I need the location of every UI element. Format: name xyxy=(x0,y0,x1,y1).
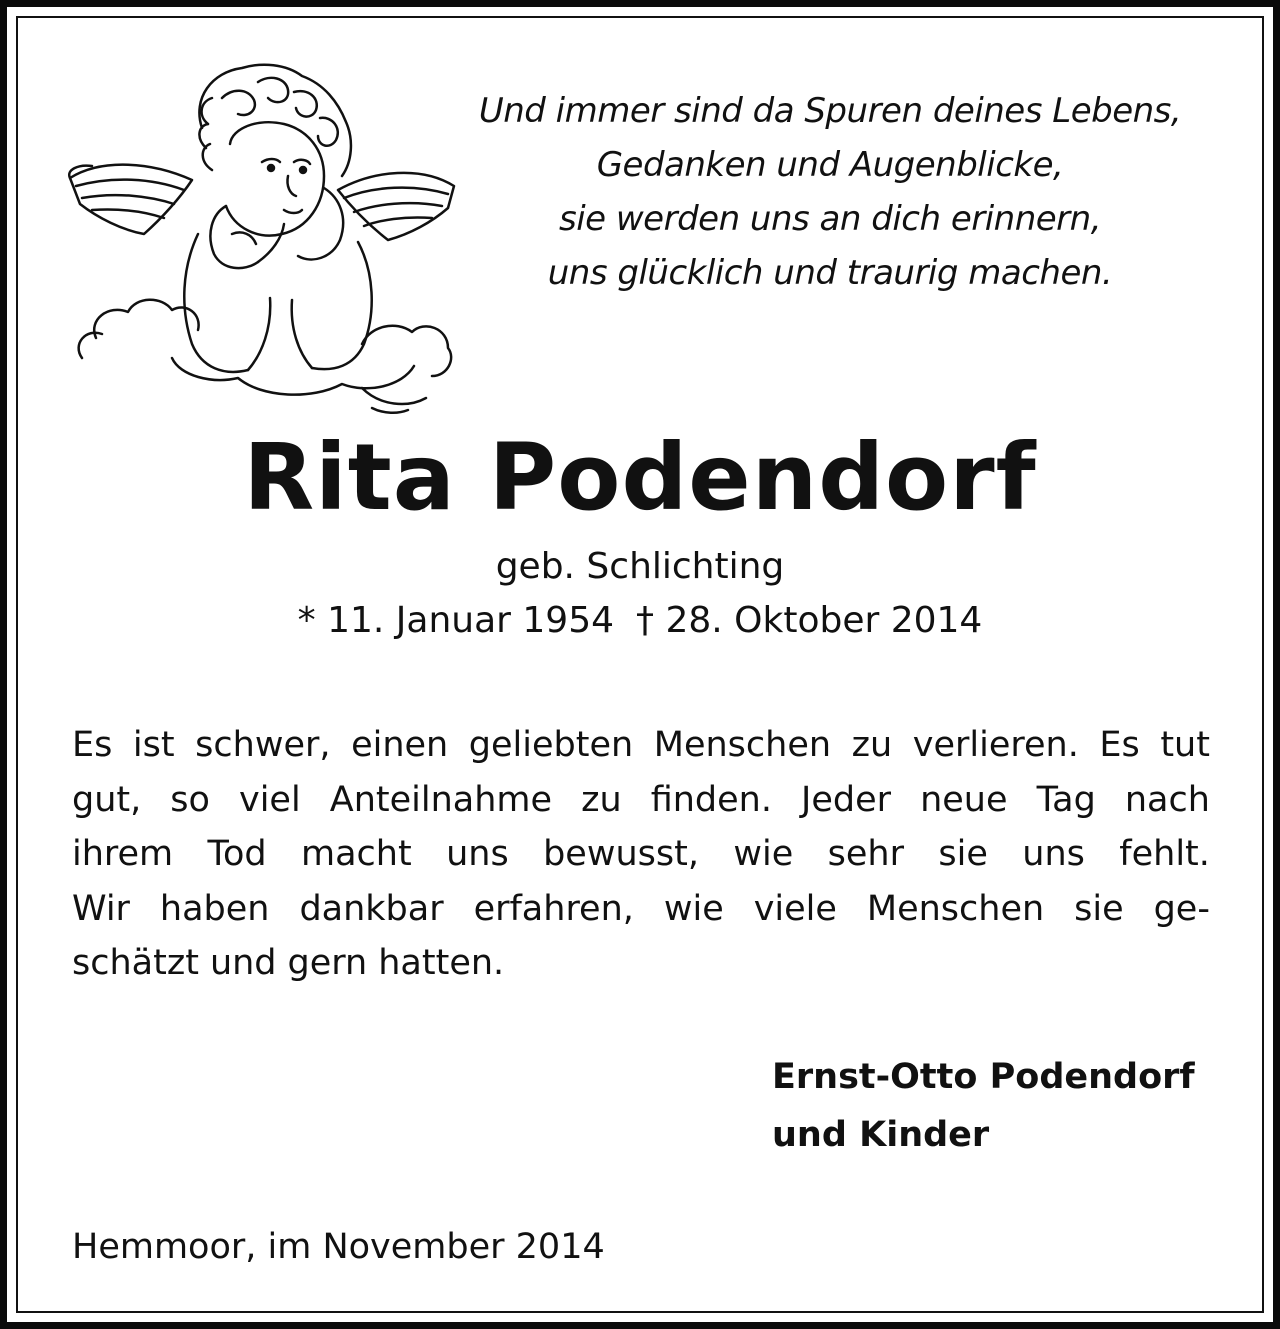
message-word: Menschen xyxy=(653,725,832,765)
message-word: dankbar xyxy=(299,888,444,929)
birth-name: geb. Schlichting xyxy=(495,546,785,587)
message-word: wie xyxy=(733,834,794,874)
message-word: haben xyxy=(159,888,270,929)
signature xyxy=(772,1048,1195,1164)
cherub-angel-icon xyxy=(62,58,462,418)
message-word: finden. xyxy=(650,779,772,820)
poem-line: uns glücklich und traurig machen. xyxy=(547,253,1113,293)
birth-date: * 11. Januar 1954 xyxy=(297,600,615,641)
message-word: nach xyxy=(1124,779,1210,820)
message-word: Wir xyxy=(72,888,130,929)
poem-line: sie werden uns an dich erinnern, xyxy=(558,199,1102,239)
message-word: zu xyxy=(581,779,622,820)
message-word: viele xyxy=(753,888,837,929)
message-word: schwer, xyxy=(195,725,331,765)
message-word: fehlt. xyxy=(1119,834,1210,874)
message-word: Tod xyxy=(207,834,267,874)
message-word: gern xyxy=(287,943,368,983)
message-word: viel xyxy=(239,779,301,820)
message-word: und xyxy=(209,943,277,983)
message-word: hatten. xyxy=(378,943,505,983)
message-word: so xyxy=(170,779,210,820)
poem-line: Und immer sind da Spuren deines Lebens, xyxy=(478,91,1182,131)
message-word: geliebten xyxy=(468,725,634,765)
memorial-poem xyxy=(440,84,1220,300)
message-line xyxy=(72,936,1210,991)
message-word: bewusst, xyxy=(543,834,699,874)
message-line xyxy=(72,827,1210,882)
message-word: gut, xyxy=(72,779,142,820)
message-word: erfahren, xyxy=(473,888,634,929)
message-word: uns xyxy=(446,834,509,874)
message-word: macht xyxy=(301,834,412,874)
message-word: uns xyxy=(1022,834,1085,874)
message-line xyxy=(72,773,1210,828)
message-word: einen xyxy=(351,725,449,765)
message-word: Menschen xyxy=(866,888,1045,929)
thank-you-message xyxy=(72,718,1210,991)
message-line xyxy=(72,882,1210,937)
message-word: Anteilnahme xyxy=(329,779,553,820)
message-word: Jeder xyxy=(801,779,892,820)
message-word: Tag xyxy=(1036,779,1096,820)
message-line xyxy=(72,718,1210,773)
message-word: Es xyxy=(72,725,113,765)
poem-line: Gedanken und Augenblicke, xyxy=(596,145,1064,185)
message-word: sehr xyxy=(827,834,904,874)
message-word: wie xyxy=(663,888,724,929)
message-word: verlieren. xyxy=(912,725,1079,765)
message-word: tut xyxy=(1160,725,1210,765)
death-date: † 28. Oktober 2014 xyxy=(636,600,983,641)
deceased-name: Rita Podendorf xyxy=(243,424,1037,531)
message-word: sie xyxy=(938,834,988,874)
message-word: ihrem xyxy=(72,834,174,874)
life-dates xyxy=(0,596,1280,646)
message-word: sie xyxy=(1074,888,1124,929)
message-word: ist xyxy=(132,725,175,765)
message-word: zu xyxy=(851,725,893,765)
message-word: schätzt xyxy=(72,943,199,983)
message-word: Es xyxy=(1099,725,1140,765)
message-word: ge- xyxy=(1153,888,1210,929)
message-word: neue xyxy=(920,779,1008,820)
place-and-date: Hemmoor, im November 2014 xyxy=(72,1227,605,1267)
signature-line: und Kinder xyxy=(772,1115,990,1155)
signature-line: Ernst-Otto Podendorf xyxy=(772,1057,1195,1097)
